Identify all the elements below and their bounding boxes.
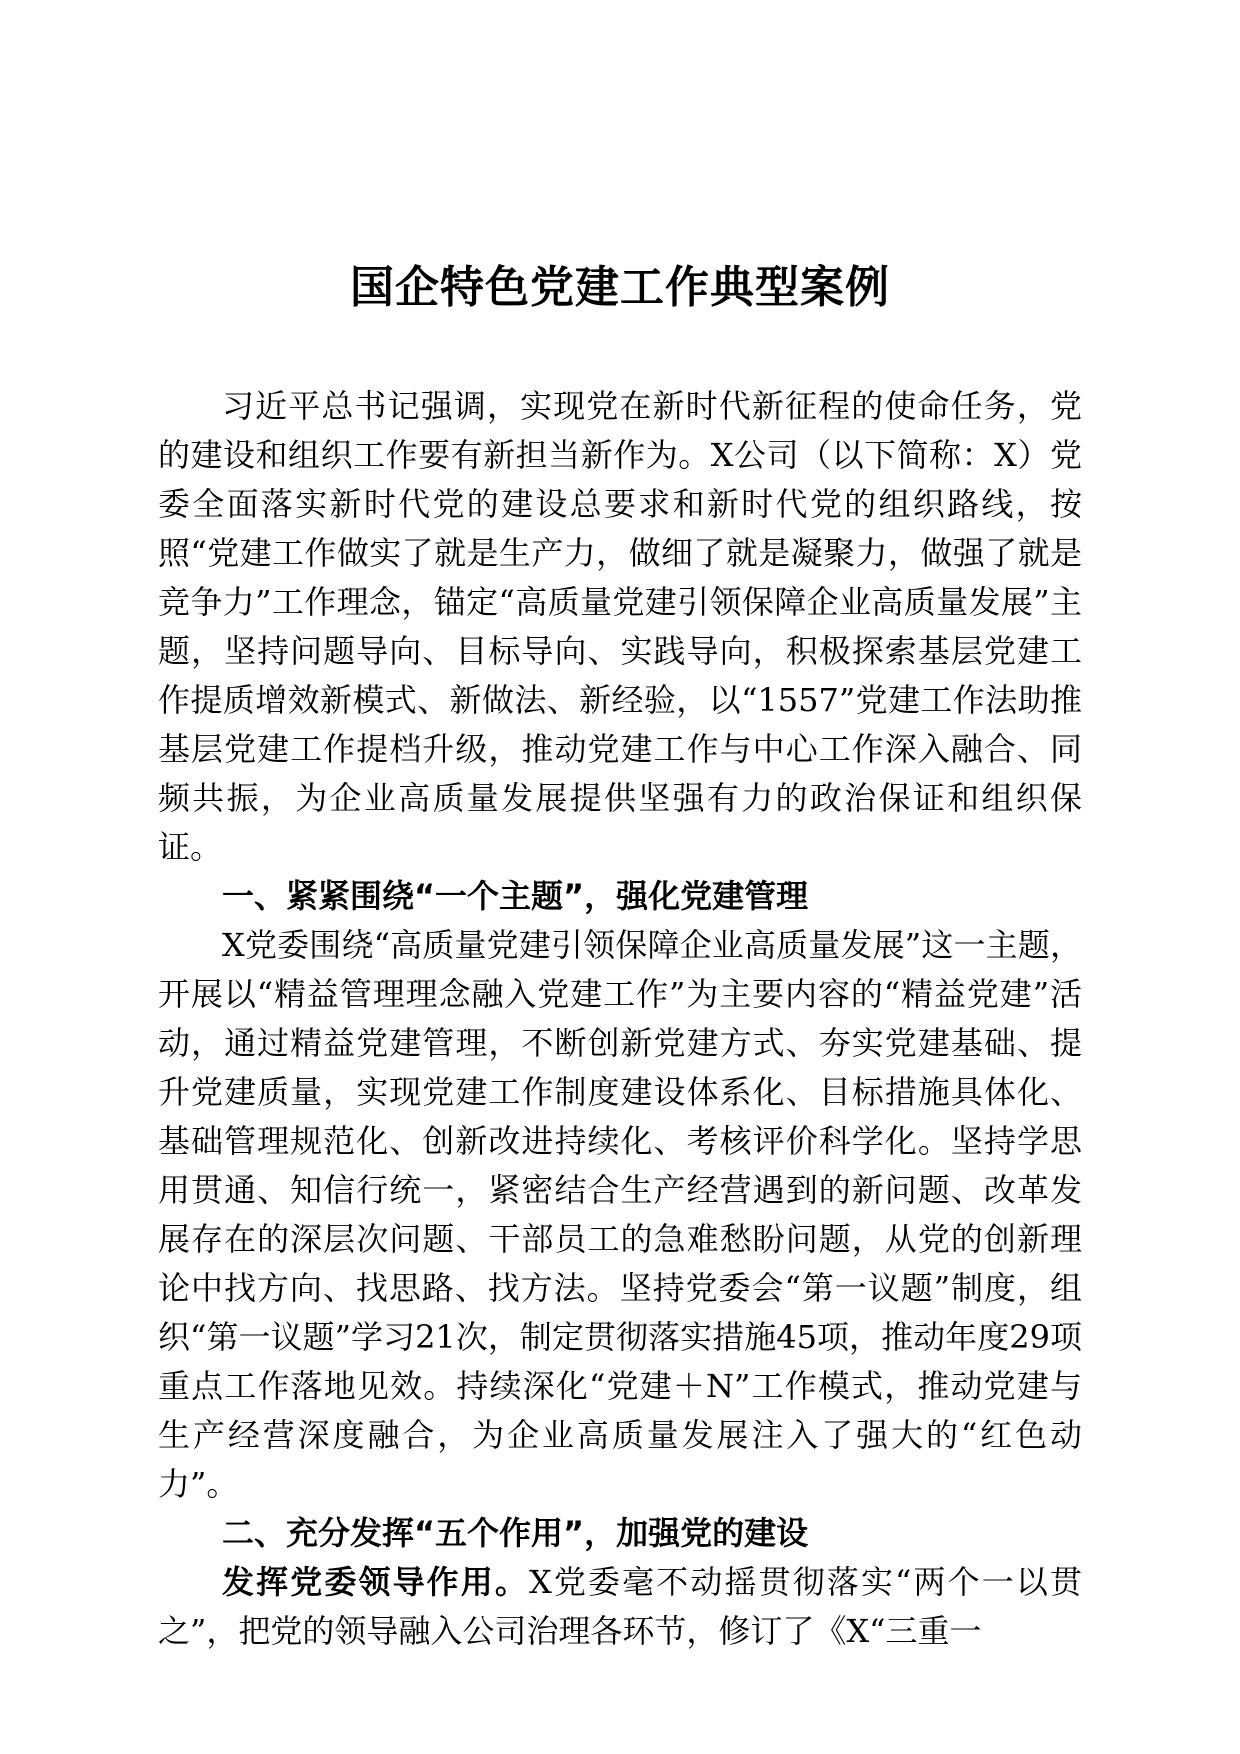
document-title: 国企特色党建工作典型案例 [350, 262, 890, 313]
section-2-heading: 二、充分发挥“五个作用”，加强党的建设 [222, 1514, 809, 1552]
section-1-paragraph: X党委围绕“高质量党建引领保障企业高质量发展”这一主题，开展以“精益管理理念融入党建工作”为主要内容的“精益党建”活动，通过精益党建管理，不断创新党建方式、夯实党建基础、提升党建质量，实现党建工作制度建设体系化、目标措施具体化、基础管理规范化、创新改进持续化、考核评价科学化。坚持学思用贯通、知信行统一，紧密结合生产经营遇到的新问题、改革发展存在的深层次问题、干部员工的急难愁盼问题，从党的创新理论中找方向、找思路、找方法。坚持党委会“第一议题”制度，组织“第一议题”学习21次，制定贯彻落实措施45项，推动年度29项重点工作落地见效。持续深化“党建＋N”工作模式，推动党建与生产经营深度融合，为企业高质量发展注入了强大的“红色动力”。 [158, 926, 1082, 1503]
section-2-lead: 发挥党委领导作用。 [222, 1563, 530, 1601]
section-2-paragraph [158, 1558, 1082, 1656]
section-2-body: X党委毫不动摇贯彻落实“两个一以贯之”，把党的领导融入公司治理各环节，修订了《X“三重一 [158, 1563, 1082, 1650]
intro-paragraph: 习近平总书记强调，实现党在新时代新征程的使命任务，党的建设和组织工作要有新担当新作为。X公司（以下简称：X）党委全面落实新时代党的建设总要求和新时代党的组织路线，按照“党建工作做实了就是生产力，做细了就是凝聚力，做强了就是竞争力”工作理念，锚定“高质量党建引领保障企业高质量发展”主题，坚持问题导向、目标导向、实践导向，积极探索基层党建工作提质增效新模式、新做法、新经验，以“1557”党建工作法助推基层党建工作提档升级，推动党建工作与中心工作深入融合、同频共振，为企业高质量发展提供坚强有力的政治保证和组织保证。 [158, 387, 1082, 866]
section-1-heading: 一、紧紧围绕“一个主题”，强化党建管理 [222, 877, 809, 915]
